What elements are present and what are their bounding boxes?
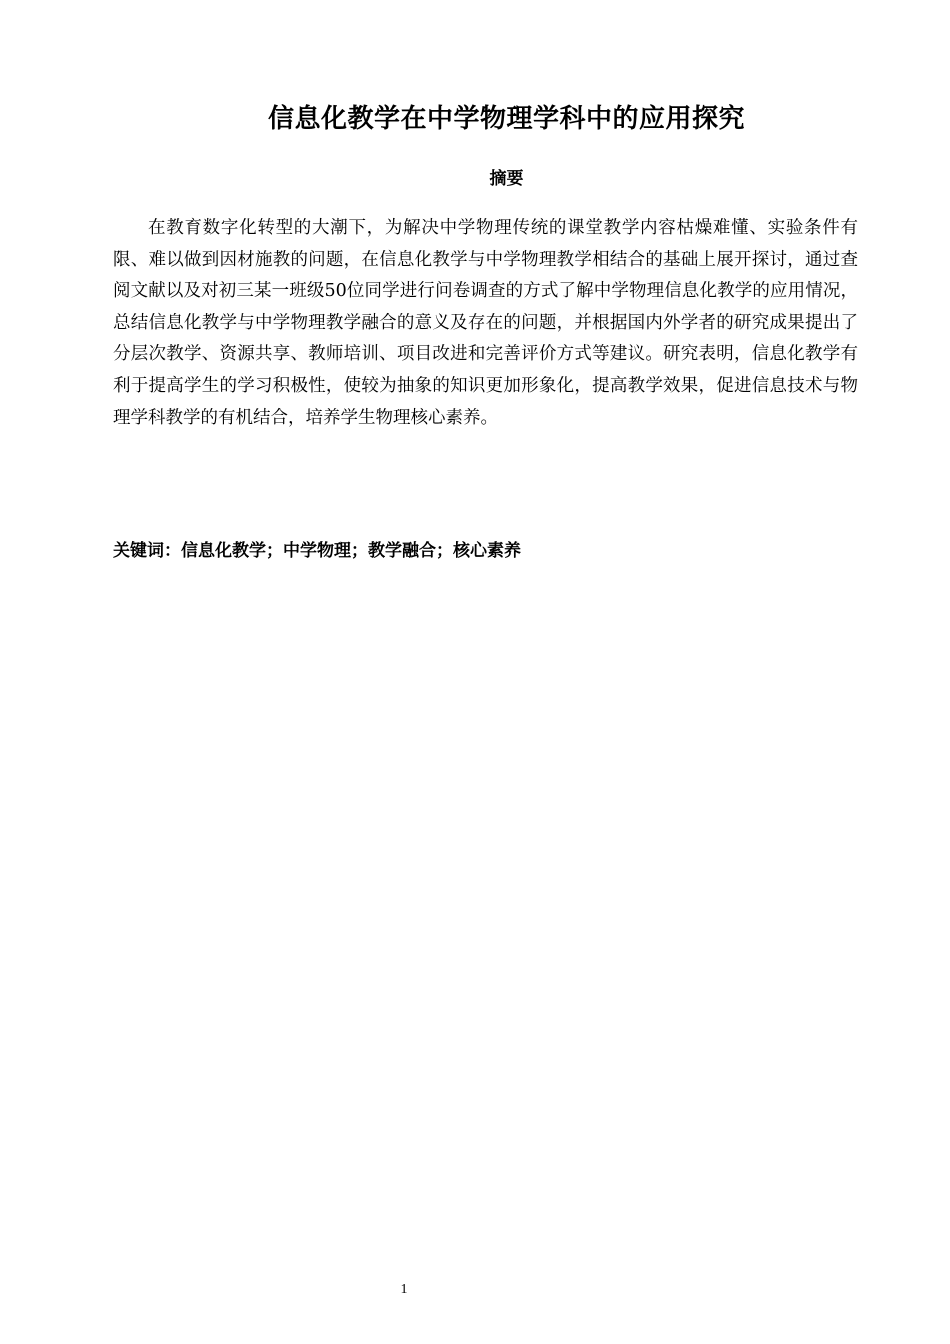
abstract-heading: 摘要 bbox=[489, 169, 524, 189]
keywords-line: 关键词：信息化教学；中学物理；教学融合；核心素养 bbox=[113, 541, 521, 561]
abstract-paragraph: 在教育数字化转型的大潮下，为解决中学物理传统的课堂教学内容枯燥难懂、实验条件有限、难以做到因材施教的问题，在信息化教学与中学物理教学相结合的基础上展开探讨，通过查阅文献以及对初三某一班级50位同学进行问卷调查的方式了解中学物理信息化教学的应用情况，总结信息化教学与中学物理教学融合的意义及存在的问题，并根据国内外学者的研究成果提出了分层次教学、资源共享、教师培训、项目改进和完善评价方式等建议。研究表明，信息化教学有利于提高学生的学习积极性，使较为抽象的知识更加形象化，提高教学效果，促进信息技术与物理学科教学的有机结合，培养学生物理核心素养。 bbox=[113, 218, 858, 428]
page-number: 1 bbox=[400, 1282, 408, 1297]
document-title: 信息化教学在中学物理学科中的应用探究 bbox=[267, 104, 745, 134]
